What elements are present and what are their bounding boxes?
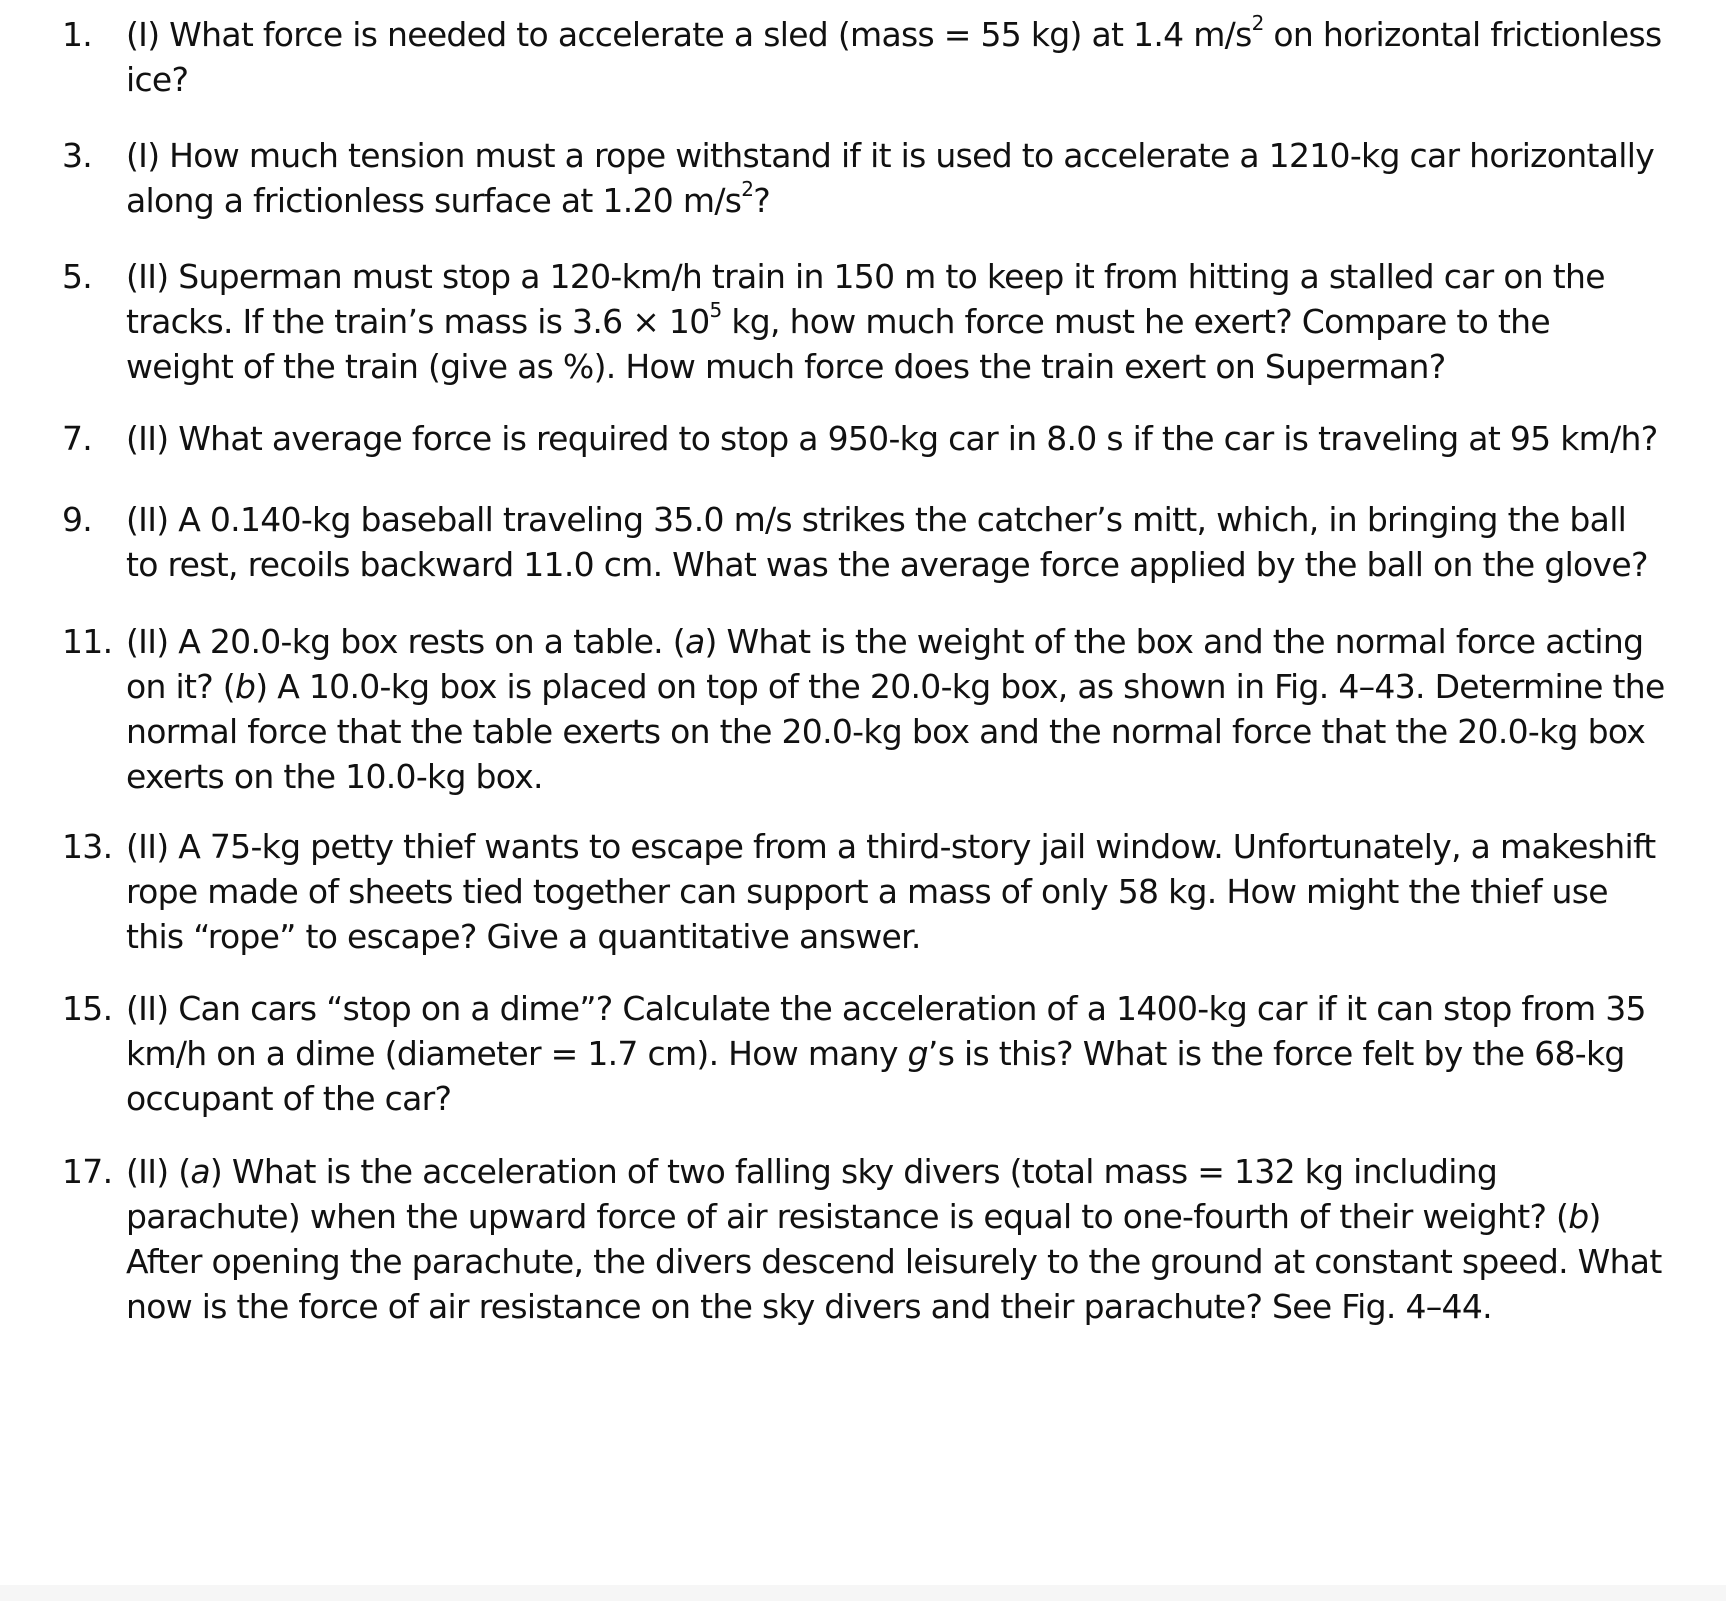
text-run: ? xyxy=(753,181,771,220)
problem-number: 13. xyxy=(62,827,113,866)
problem-number: 3. xyxy=(62,136,93,175)
text-run: (II) Can cars “stop on a dime”? Calculate the acceleration of a 1400-kg car if it can stop from 35 km/h on a dime (diameter = 1.7 cm). How many xyxy=(126,989,1646,1073)
text-run: (I) How much tension must a rope withstand if it is used to accelerate a 1210-kg car horizontally along a frictionless surface at 1.20 m/s xyxy=(126,136,1655,220)
problem-15 xyxy=(62,986,1682,1121)
text-run: (II) Superman must stop a 120-km/h train in 150 m to keep it from hitting a stalled car on the tracks. If the train’s mass is 3.6 × 10 xyxy=(126,257,1605,341)
problem-text xyxy=(126,1149,1666,1329)
page-bottom-edge xyxy=(0,1585,1726,1601)
text-run: ) A 10.0-kg box is placed on top of the 20.0-kg box, as shown in Fig. 4–43. Determine the normal force that the table exerts on the 20.0-kg box and the normal force that the 20.0-kg box exerts on the 10.0-kg box. xyxy=(126,667,1665,796)
problem-number: 1. xyxy=(62,15,93,54)
problem-text xyxy=(126,416,1666,461)
problem-9 xyxy=(62,497,1682,587)
text-run: (II) A 0.140-kg baseball traveling 35.0 m/s strikes the catcher’s mitt, which, in bringing the ball to rest, recoils backward 11.0 cm. What was the average force applied by the ball on the glove? xyxy=(126,500,1648,584)
text-run: (II) ( xyxy=(126,1152,191,1191)
problem-text xyxy=(126,497,1666,587)
problem-13 xyxy=(62,824,1682,959)
problem-number: 17. xyxy=(62,1152,113,1191)
problem-11 xyxy=(62,619,1682,799)
italic-variable: b xyxy=(1568,1197,1589,1236)
problem-text xyxy=(126,12,1666,102)
problem-17 xyxy=(62,1149,1682,1329)
italic-variable: a xyxy=(190,1152,210,1191)
text-run: (II) A 75-kg petty thief wants to escape from a third-story jail window. Unfortunately, a makeshift rope made of sheets tied together can support a mass of only 58 kg. How might the thief use this “rope” to escape? Give a quantitative answer. xyxy=(126,827,1656,956)
italic-variable: a xyxy=(684,622,705,661)
superscript: 5 xyxy=(709,298,722,322)
problem-text xyxy=(126,824,1666,959)
problem-text xyxy=(126,133,1666,223)
italic-variable: g xyxy=(907,1034,928,1073)
problem-text xyxy=(126,619,1666,799)
text-run: on horizontal frictionless ice? xyxy=(126,15,1662,99)
text-run: ) What is the weight of the box and the normal force acting on it? ( xyxy=(126,622,1644,706)
italic-variable: b xyxy=(234,667,256,706)
problem-number: 11. xyxy=(62,622,113,661)
text-run: ) What is the acceleration of two falling sky divers (total mass = 132 kg including parachute) when the upward force of air resistance is equal to one-fourth of their weight? ( xyxy=(126,1152,1569,1236)
text-run: (I) What force is needed to accelerate a sled (mass = 55 kg) at 1.4 m/s xyxy=(126,15,1252,54)
problem-text xyxy=(126,254,1666,389)
problem-3 xyxy=(62,133,1682,223)
text-run: (II) What average force is required to stop a 950-kg car in 8.0 s if the car is traveling at 95 km/h? xyxy=(126,419,1658,458)
problem-number: 15. xyxy=(62,989,113,1028)
superscript: 2 xyxy=(1251,11,1264,35)
superscript: 2 xyxy=(741,177,754,201)
problem-5 xyxy=(62,254,1682,389)
problem-text xyxy=(126,986,1666,1121)
text-run: (II) A 20.0-kg box rests on a table. ( xyxy=(126,622,685,661)
problem-1 xyxy=(62,12,1682,102)
text-run: ’s is this? What is the force felt by the 68-kg occupant of the car? xyxy=(126,1034,1625,1118)
problem-7 xyxy=(62,416,1682,461)
problem-number: 9. xyxy=(62,500,93,539)
text-run: ) After opening the parachute, the divers descend leisurely to the ground at constant speed. What now is the force of air resistance on the sky divers and their parachute? See Fig. 4–44. xyxy=(126,1197,1662,1326)
text-run: kg, how much force must he exert? Compare to the weight of the train (give as %). How much force does the train exert on Superman? xyxy=(126,302,1550,386)
problem-number: 5. xyxy=(62,257,93,296)
problem-number: 7. xyxy=(62,419,93,458)
